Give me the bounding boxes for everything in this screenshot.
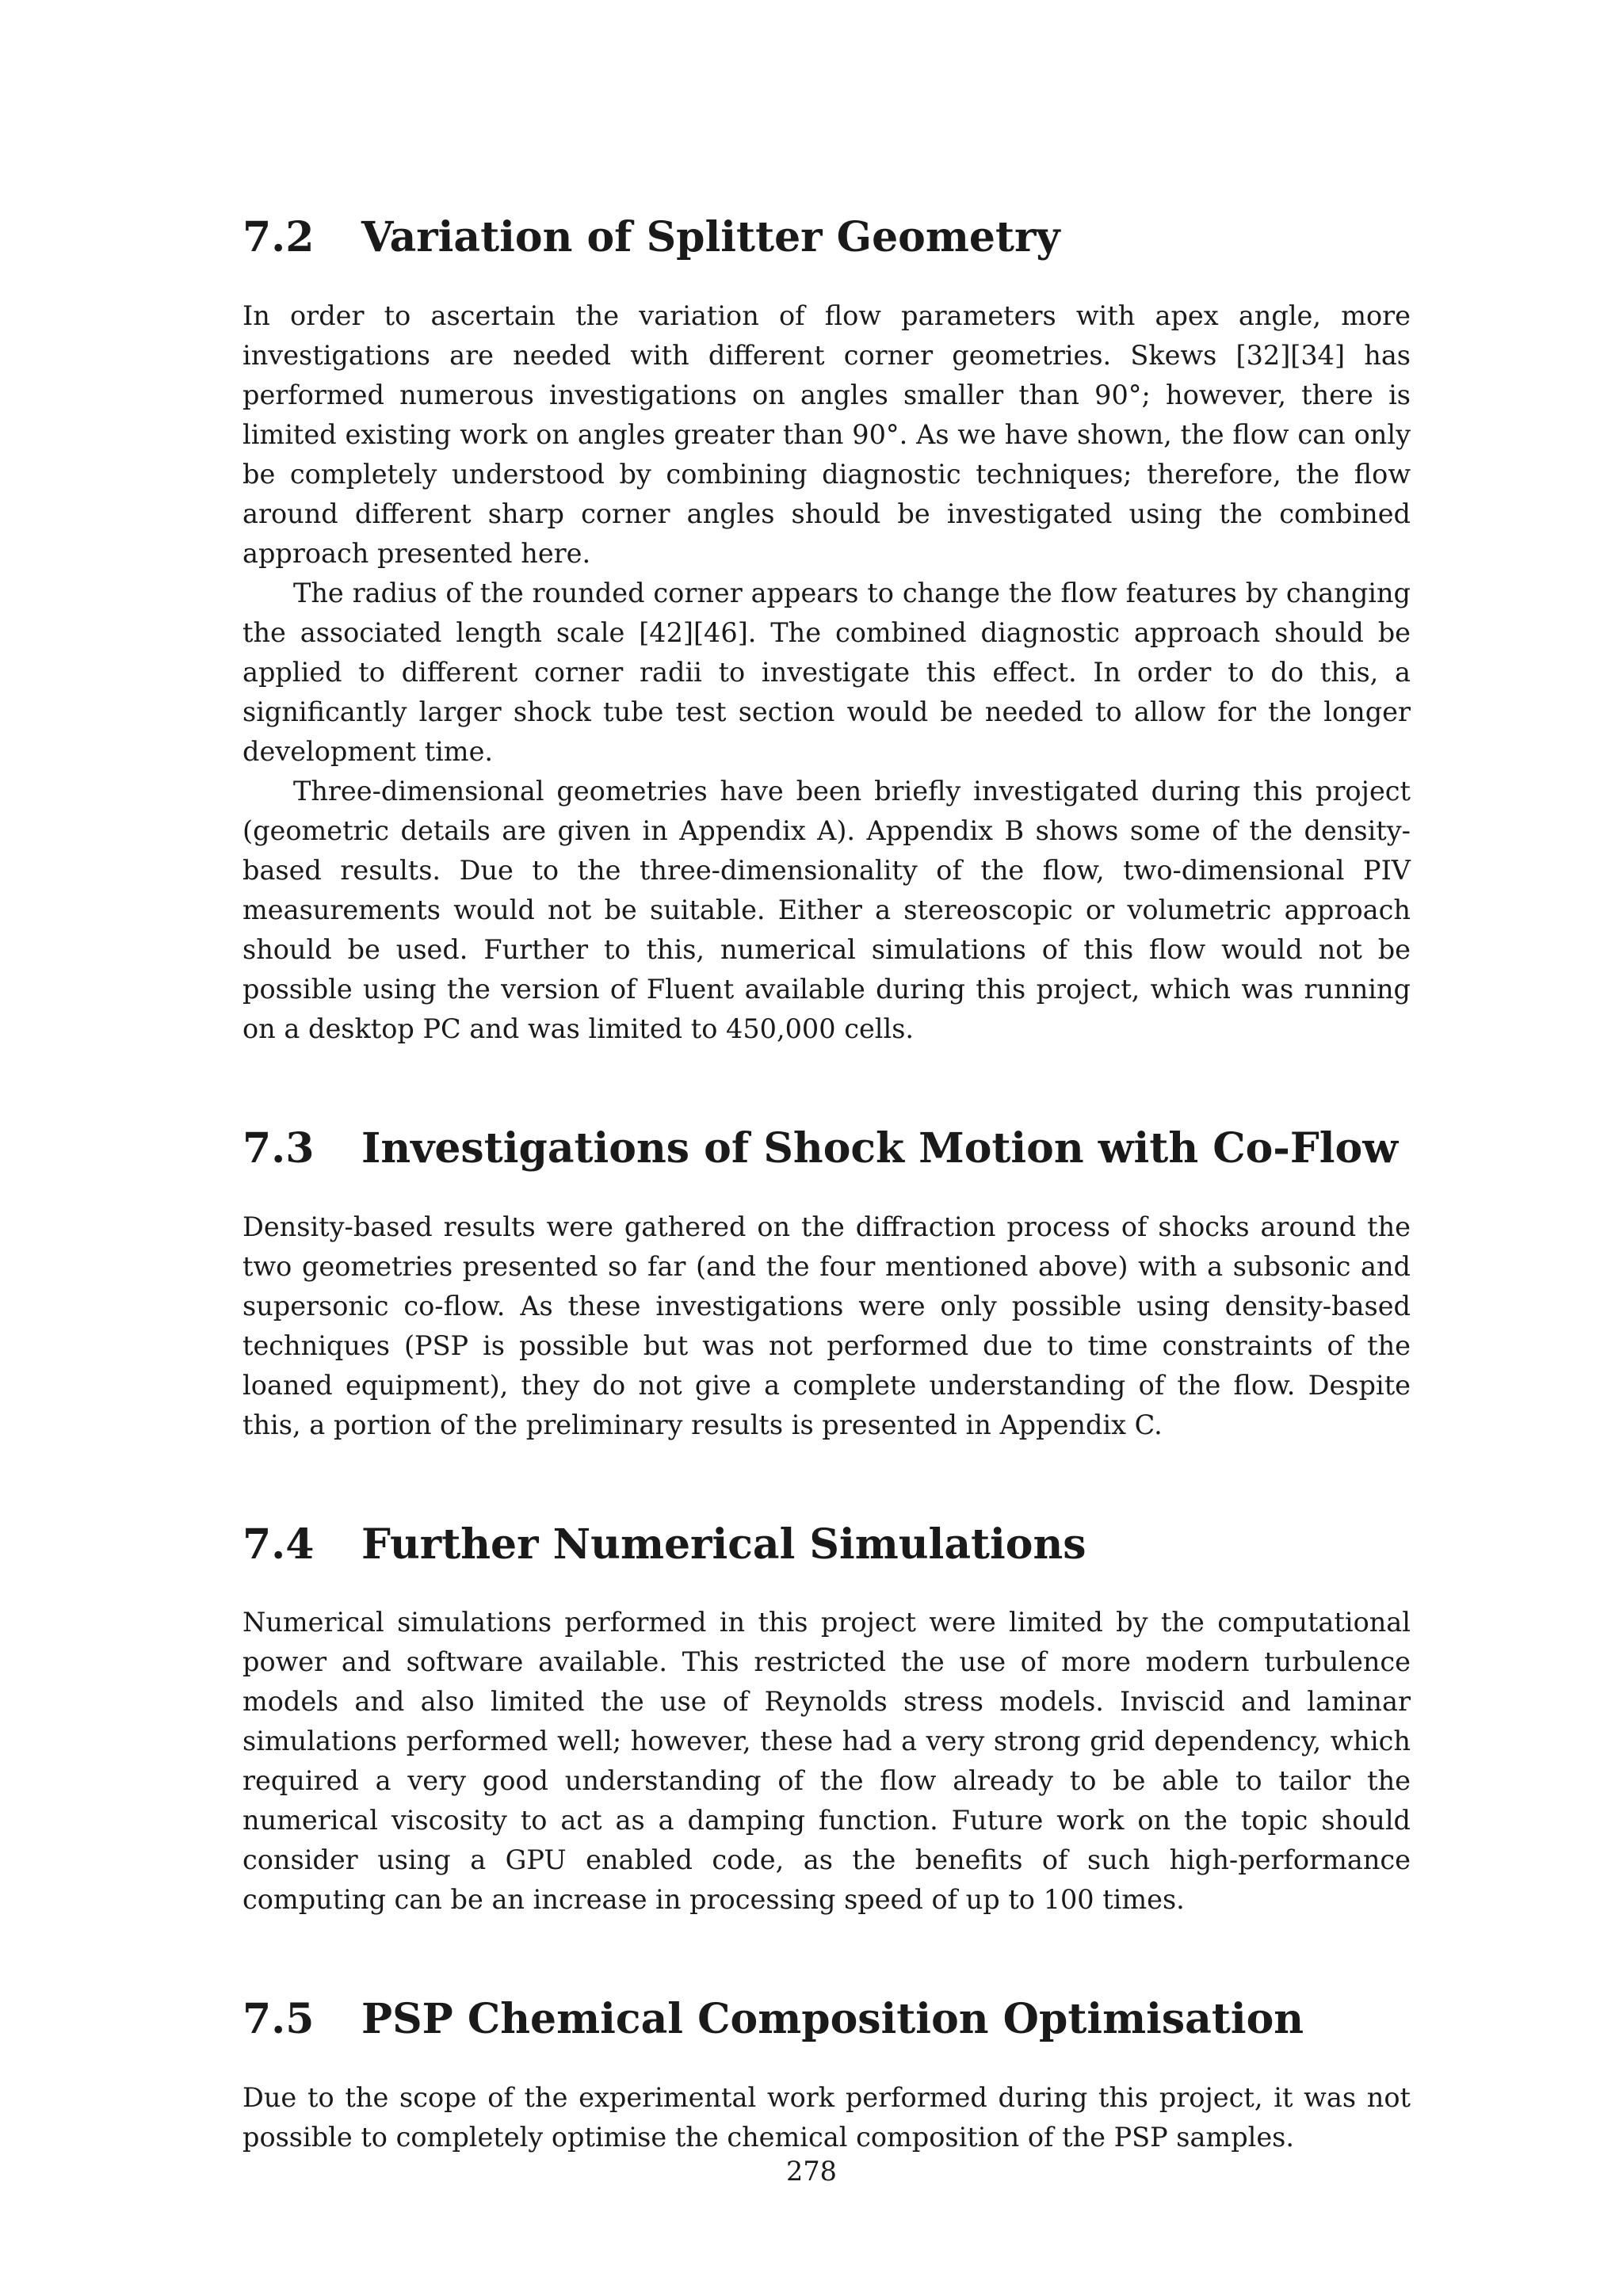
section-number: 7.4 <box>242 1520 315 1569</box>
paragraph: In order to ascertain the variation of flow parameters with apex angle, more investigations are needed with different corner geometries. Skews [32][34] has performed numerous investigations on angles smaller than 90°; however, there is limited existing work on angles greater than 90°. As we have shown, the flow can only be completely understood by combining diagnostic techniques; therefore, the flow around different sharp corner angles should be investigated using the combined approach presented here. <box>242 299 1411 569</box>
section-heading <box>242 1996 1411 2043</box>
page-body <box>242 214 1411 2157</box>
paragraph: Due to the scope of the experimental work performed during this project, it was not possible to completely optimise the chemical composition of the PSP samples. <box>242 2082 1411 2153</box>
paragraph: Numerical simulations performed in this project were limited by the computational power and software available. This restricted the use of more modern turbulence models and also limited the use of Reynolds stress models. Inviscid and laminar simulations performed well; however, these had a very strong grid dependency, which required a very good understanding of the flow already to be able to tailor the numerical viscosity to act as a damping function. Future work on the topic should consider using a GPU enabled code, as the benefits of such high-performance computing can be an increase in processing speed of up to 100 times. <box>242 1607 1411 1916</box>
section-heading <box>242 1125 1411 1173</box>
section-title: Further Numerical Simulations <box>361 1520 1086 1569</box>
page-number: 278 <box>786 2156 837 2187</box>
section-number: 7.3 <box>242 1123 315 1173</box>
paragraph: Density-based results were gathered on the diffraction process of shocks around the two geometries presented so far (and the four mentioned above) with a subsonic and supersonic co-flow. As these investigations were only possible using density-based techniques (PSP is possible but was not performed due to time constraints of the loaned equipment), they do not give a complete understanding of the flow. Despite this, a portion of the preliminary results is presented in Appendix C. <box>242 1211 1411 1440</box>
paragraph: The radius of the rounded corner appears to change the flow features by changing the associated length scale [42][46]. The combined diagnostic approach should be applied to different corner radii to investigate this effect. In order to do this, a significantly larger shock tube test section would be needed to allow for the longer development time. <box>242 577 1411 767</box>
section-7-3 <box>242 1125 1411 1445</box>
section-number: 7.2 <box>242 213 315 261</box>
section-heading <box>242 214 1411 261</box>
section-number: 7.5 <box>242 1995 315 2044</box>
section-title: PSP Chemical Composition Optimisation <box>361 1995 1304 2044</box>
section-title: Investigations of Shock Motion with Co-Flow <box>361 1123 1398 1173</box>
section-7-5 <box>242 1996 1411 2157</box>
section-title: Variation of Splitter Geometry <box>361 213 1060 261</box>
section-heading <box>242 1521 1411 1569</box>
section-7-2 <box>242 214 1411 1049</box>
section-7-4 <box>242 1521 1411 1920</box>
paragraph: Three-dimensional geometries have been briefly investigated during this project (geometric details are given in Appendix A). Appendix B shows some of the density-based results. Due to the three-dimensionality of the flow, two-dimensional PIV measurements would not be suitable. Either a stereoscopic or volumetric approach should be used. Further to this, numerical simulations of this flow would not be possible using the version of Fluent available during this project, which was running on a desktop PC and was limited to 450,000 cells. <box>242 775 1411 1044</box>
